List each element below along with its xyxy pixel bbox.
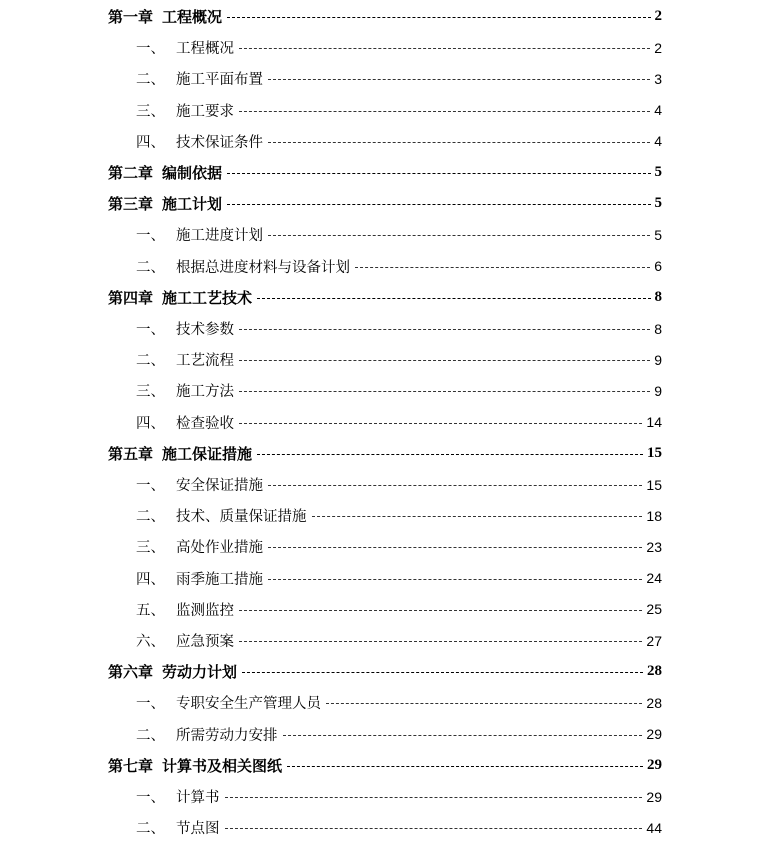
- page-number: 5: [654, 226, 662, 243]
- page-number: 29: [647, 756, 662, 773]
- section-number: 一、: [136, 478, 165, 494]
- page-number: 27: [646, 632, 662, 649]
- page-number: 5: [654, 164, 662, 180]
- section-title: 技术保证条件: [176, 134, 263, 151]
- dot-leader: [287, 766, 643, 767]
- dot-leader: [225, 828, 643, 829]
- dot-leader: [225, 797, 643, 798]
- toc-section-entry[interactable]: [108, 563, 662, 594]
- toc-section-entry[interactable]: [108, 812, 662, 843]
- dot-leader: [227, 173, 650, 174]
- toc-section-entry[interactable]: [108, 625, 662, 656]
- section-number: 四、: [136, 415, 165, 432]
- chapter-number: 第七章: [108, 756, 154, 775]
- page-number: 24: [646, 570, 662, 587]
- page-number: 25: [646, 601, 662, 618]
- dot-leader: [326, 703, 642, 704]
- page-number: 9: [654, 382, 662, 399]
- chapter-title: 施工保证措施: [162, 444, 253, 463]
- section-number: 一、: [136, 322, 165, 338]
- dot-leader: [239, 641, 642, 642]
- dot-leader: [239, 329, 650, 330]
- dot-leader: [268, 142, 650, 143]
- page-number: 5: [654, 195, 662, 212]
- section-number: 三、: [136, 384, 165, 401]
- page-number: 8: [654, 320, 662, 337]
- page-number: 4: [654, 102, 662, 119]
- dot-leader: [257, 454, 643, 455]
- toc-section-entry[interactable]: [108, 313, 662, 344]
- toc-section-entry[interactable]: [108, 781, 662, 812]
- section-number: 二、: [136, 821, 165, 838]
- section-number: 四、: [136, 571, 165, 588]
- toc-chapter-entry[interactable]: [108, 157, 662, 188]
- section-title: 根据总进度材料与设备计划: [176, 259, 350, 276]
- section-number: 三、: [136, 540, 165, 557]
- dot-leader: [239, 111, 650, 112]
- section-title: 工艺流程: [176, 353, 234, 370]
- dot-leader: [242, 672, 643, 673]
- dot-leader: [239, 391, 650, 392]
- section-title: 专职安全生产管理人员: [176, 696, 321, 713]
- section-title: 技术参数: [176, 322, 234, 338]
- toc-section-entry[interactable]: [108, 594, 662, 625]
- toc-section-entry[interactable]: [108, 687, 662, 718]
- toc-section-entry[interactable]: [108, 126, 662, 157]
- section-title: 节点图: [176, 821, 220, 838]
- section-number: 一、: [136, 41, 165, 58]
- page-number: 15: [647, 444, 662, 461]
- section-number: 二、: [136, 353, 165, 370]
- chapter-title: 工程概况: [162, 8, 223, 26]
- section-title: 检查验收: [176, 415, 234, 432]
- dot-leader: [227, 204, 650, 205]
- section-number: 二、: [136, 509, 165, 526]
- dot-leader: [227, 17, 650, 18]
- page-number: 29: [646, 788, 662, 805]
- dot-leader: [268, 579, 642, 580]
- section-title: 高处作业措施: [176, 540, 263, 557]
- dot-leader: [239, 48, 650, 49]
- page-number: 6: [654, 258, 662, 275]
- toc-chapter-entry[interactable]: [108, 282, 662, 313]
- dot-leader: [268, 547, 642, 548]
- section-title: 所需劳动力安排: [176, 727, 278, 744]
- section-title: 监测监控: [176, 602, 234, 619]
- toc-chapter-entry[interactable]: [108, 656, 662, 687]
- section-title: 应急预案: [176, 634, 234, 650]
- toc-section-entry[interactable]: [108, 344, 662, 375]
- section-title: 施工平面布置: [176, 72, 263, 89]
- page-number: 44: [646, 819, 662, 836]
- toc-section-entry[interactable]: [108, 219, 662, 250]
- section-title: 施工要求: [176, 103, 234, 120]
- chapter-number: 第四章: [108, 288, 154, 307]
- chapter-title: 编制依据: [162, 164, 223, 182]
- page-number: 9: [654, 351, 662, 368]
- toc-section-entry[interactable]: [108, 32, 662, 63]
- section-title: 施工方法: [176, 384, 234, 401]
- chapter-title: 施工计划: [162, 195, 223, 214]
- toc-section-entry[interactable]: [108, 375, 662, 406]
- page-number: 2: [654, 8, 662, 24]
- page-number: 14: [646, 414, 662, 431]
- section-number: 一、: [136, 228, 165, 245]
- toc-section-entry[interactable]: [108, 63, 662, 94]
- toc-chapter-entry[interactable]: [108, 438, 662, 469]
- page-number: 23: [646, 538, 662, 555]
- section-number: 三、: [136, 103, 165, 120]
- chapter-title: 施工工艺技术: [162, 288, 253, 307]
- page-number: 15: [646, 476, 662, 493]
- chapter-number: 第二章: [108, 164, 154, 182]
- section-title: 安全保证措施: [176, 478, 263, 494]
- section-title: 计算书: [176, 790, 220, 806]
- dot-leader: [355, 267, 650, 268]
- section-title: 雨季施工措施: [176, 571, 263, 588]
- page-number: 28: [647, 663, 662, 680]
- toc-chapter-entry[interactable]: [108, 188, 662, 219]
- section-number: 一、: [136, 696, 165, 713]
- page-number: 2: [654, 39, 662, 56]
- chapter-title: 劳动力计划: [162, 663, 238, 682]
- toc-section-entry[interactable]: [108, 469, 662, 500]
- chapter-number: 第五章: [108, 444, 154, 463]
- section-number: 六、: [136, 634, 165, 650]
- dot-leader: [268, 485, 642, 486]
- page-number: 29: [646, 726, 662, 743]
- toc-section-entry[interactable]: [108, 251, 662, 282]
- page-number: 28: [646, 694, 662, 711]
- toc-section-entry[interactable]: [108, 719, 662, 750]
- chapter-number: 第一章: [108, 8, 154, 26]
- page-number: 3: [654, 70, 662, 87]
- chapter-title: 计算书及相关图纸: [162, 756, 283, 775]
- toc-section-entry[interactable]: [108, 531, 662, 562]
- dot-leader: [312, 516, 643, 517]
- section-title: 工程概况: [176, 41, 234, 58]
- toc-section-entry[interactable]: [108, 500, 662, 531]
- section-title: 技术、质量保证措施: [176, 509, 307, 526]
- page-number: 4: [654, 133, 662, 150]
- section-number: 二、: [136, 727, 165, 744]
- chapter-number: 第六章: [108, 663, 154, 682]
- section-number: 四、: [136, 134, 165, 151]
- toc-section-entry[interactable]: [108, 407, 662, 438]
- chapter-number: 第三章: [108, 195, 154, 214]
- section-title: 施工进度计划: [176, 228, 263, 245]
- page-number: 8: [654, 288, 662, 305]
- dot-leader: [268, 235, 650, 236]
- toc-section-entry[interactable]: [108, 95, 662, 126]
- dot-leader: [239, 610, 642, 611]
- dot-leader: [283, 735, 643, 736]
- section-number: 五、: [136, 602, 165, 619]
- section-number: 二、: [136, 72, 165, 89]
- toc-chapter-entry[interactable]: [108, 1, 662, 32]
- dot-leader: [268, 79, 650, 80]
- section-number: 二、: [136, 259, 165, 276]
- page-number: 18: [646, 507, 662, 524]
- dot-leader: [257, 298, 650, 299]
- dot-leader: [239, 360, 650, 361]
- section-number: 一、: [136, 790, 165, 806]
- toc-chapter-entry[interactable]: [108, 750, 662, 781]
- dot-leader: [239, 423, 642, 424]
